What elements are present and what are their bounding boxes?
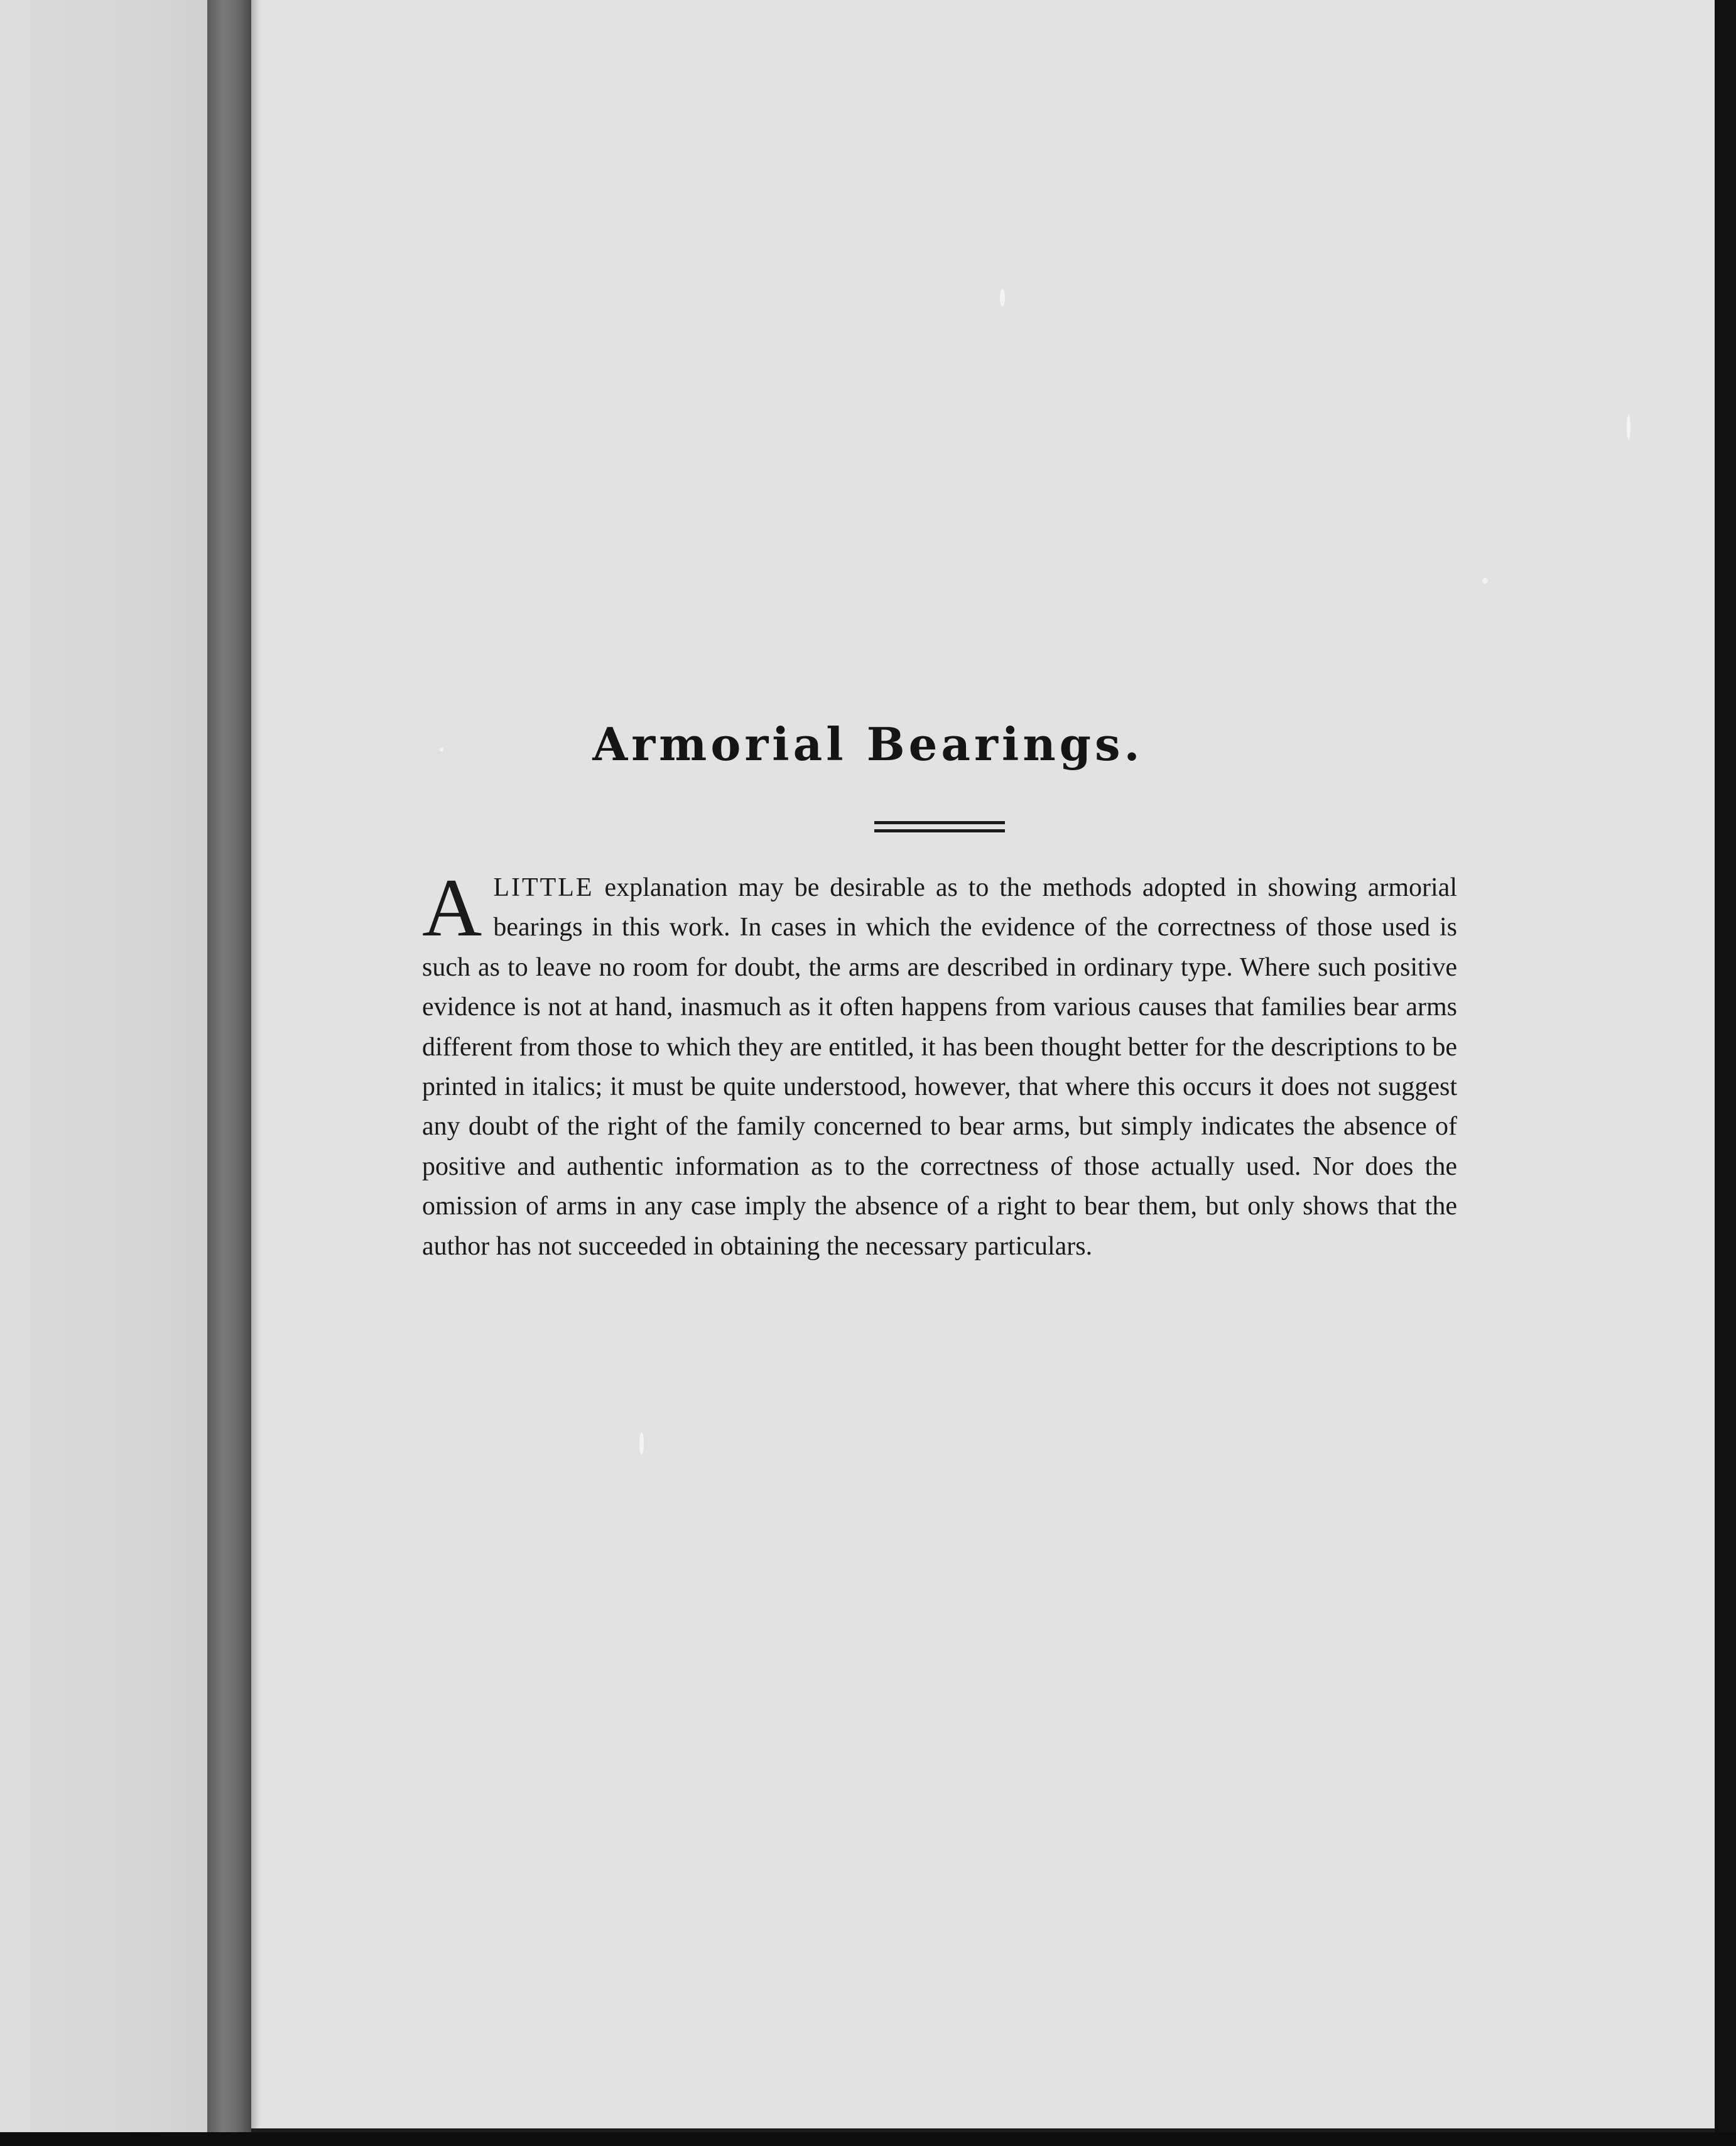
scan-speck	[1627, 415, 1630, 440]
scan-speck	[1000, 289, 1005, 307]
title-rule-lower	[874, 829, 1005, 832]
lead-in-word: LITTLE	[493, 873, 594, 902]
body-paragraph	[422, 861, 1457, 1266]
scan-border-bottom	[0, 2132, 1736, 2146]
adjacent-page-strip	[0, 0, 207, 2146]
book-gutter	[207, 0, 251, 2146]
page-title: Armorial Bearings.	[592, 717, 1144, 771]
scan-speck	[1482, 578, 1488, 584]
scan-border-right	[1715, 0, 1736, 2146]
page-edge-shadow	[251, 0, 260, 2128]
paragraph-body: explanation may be desirable as to the methods adopted in showing armorial bearings in this work. In cases in which the evidence of the correctness of those used is such as to leave no room for doubt, the arms are described in ordinary type. Where such positive evidence is not at hand, inasmuch as it often happens from various causes that families bear arms different from those to which they are entitled, it has been thought better for the descriptions to be printed in italics; it must be quite understood, however, that where this occurs it does not suggest any doubt of the right of the family concerned to bear arms, but simply indicates the absence of positive and authentic information as to the correctness of those actually used. Nor does the omission of arms in any case imply the absence of a right to bear them, but only shows that the author has not succeeded in obtaining the necessary particulars.	[422, 873, 1457, 1261]
scan-speck	[639, 1432, 644, 1455]
title-rule-upper	[874, 821, 1005, 824]
drop-cap: A	[422, 861, 482, 954]
